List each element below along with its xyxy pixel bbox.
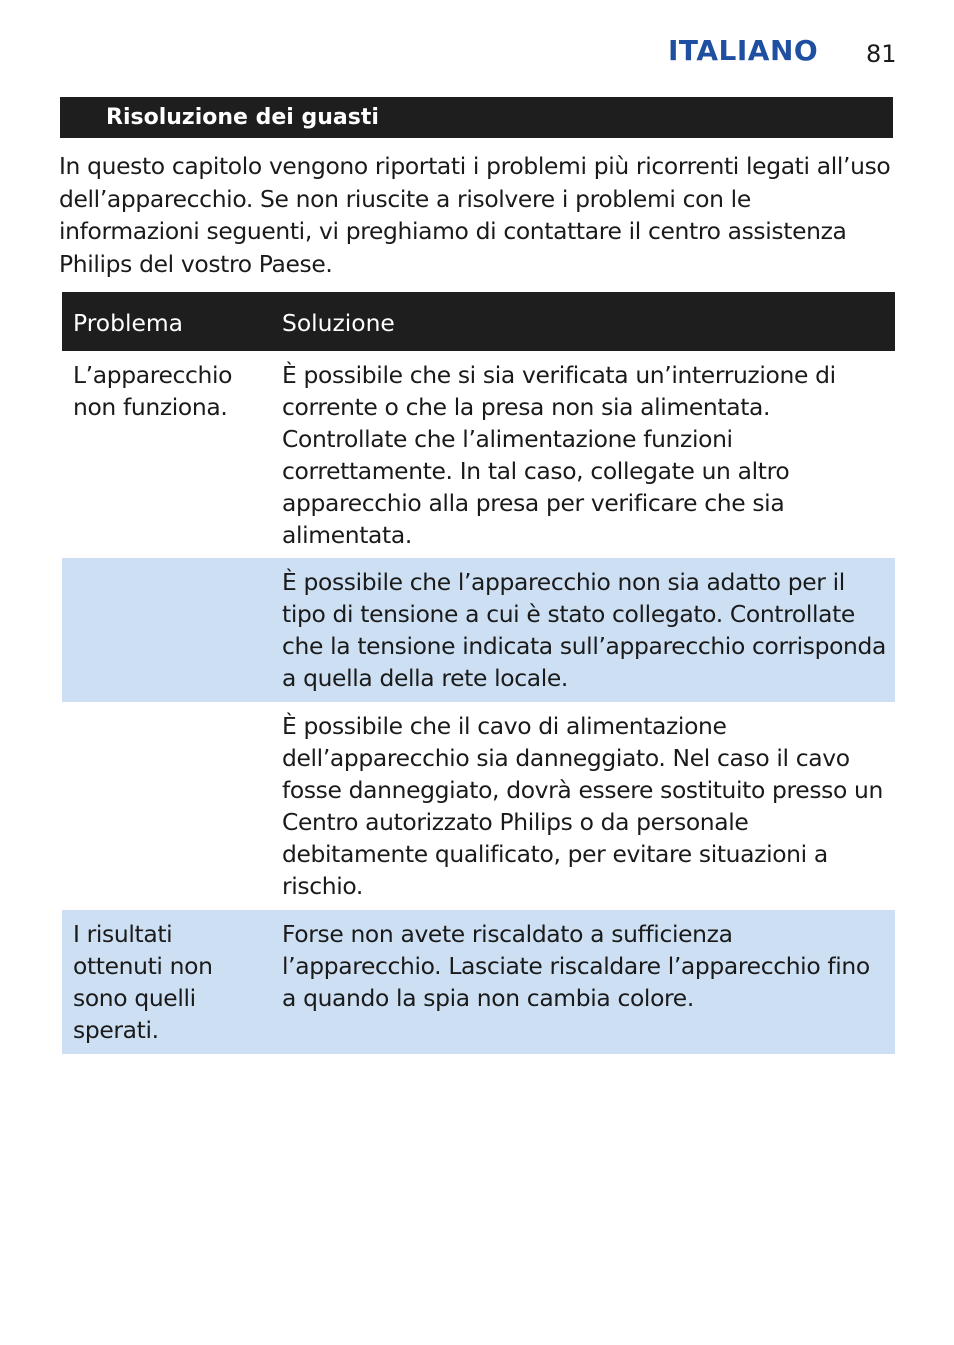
solution-cell: Forse non avete riscaldato a sufficienza l’apparecchio. Lasciate riscaldare l’apparecchio fino a quando la spia non cambia colore. xyxy=(282,920,870,1012)
solution-cell: È possibile che il cavo di alimentazione dell’apparecchio sia danneggiato. Nel caso il cavo fosse danneggiato, dovrà essere sostituito presso un Centro autorizzato Philips o da personale debitamente qualificato, per evitare situazioni a rischio. xyxy=(282,712,883,900)
troubleshooting-table-header xyxy=(62,292,895,351)
problem-cell: L’apparecchio non funziona. xyxy=(73,361,233,421)
language-label: ITALIANO xyxy=(668,34,819,67)
page-number: 81 xyxy=(866,40,897,68)
problem-cell: I risultati ottenuti non sono quelli sperati. xyxy=(73,920,213,1044)
section-title: Risoluzione dei guasti xyxy=(106,105,379,130)
table-row xyxy=(62,558,895,702)
column-header-problem: Problema xyxy=(73,309,183,337)
table-row xyxy=(62,910,895,1054)
column-header-solution: Soluzione xyxy=(282,309,395,337)
section-header-bar xyxy=(60,97,893,138)
solution-cell: È possibile che l’apparecchio non sia adatto per il tipo di tensione a cui è stato collegato. Controllate che la tensione indicata sull’apparecchio corrisponda a quella della rete locale. xyxy=(282,568,886,692)
solution-cell: È possibile che si sia verificata un’interruzione di corrente o che la presa non sia alimentata. Controllate che l’alimentazione funzioni correttamente. In tal caso, collegate un altro apparecchio alla presa per verificare che sia alimentata. xyxy=(282,361,836,549)
table-row xyxy=(62,351,895,558)
table-row xyxy=(62,702,895,910)
intro-paragraph: In questo capitolo vengono riportati i problemi più ricorrenti legati all’uso dell’apparecchio. Se non riuscite a risolvere i problemi con le informazioni seguenti, vi preghiamo di contattare il centro assistenza Philips del vostro Paese. xyxy=(59,152,891,278)
